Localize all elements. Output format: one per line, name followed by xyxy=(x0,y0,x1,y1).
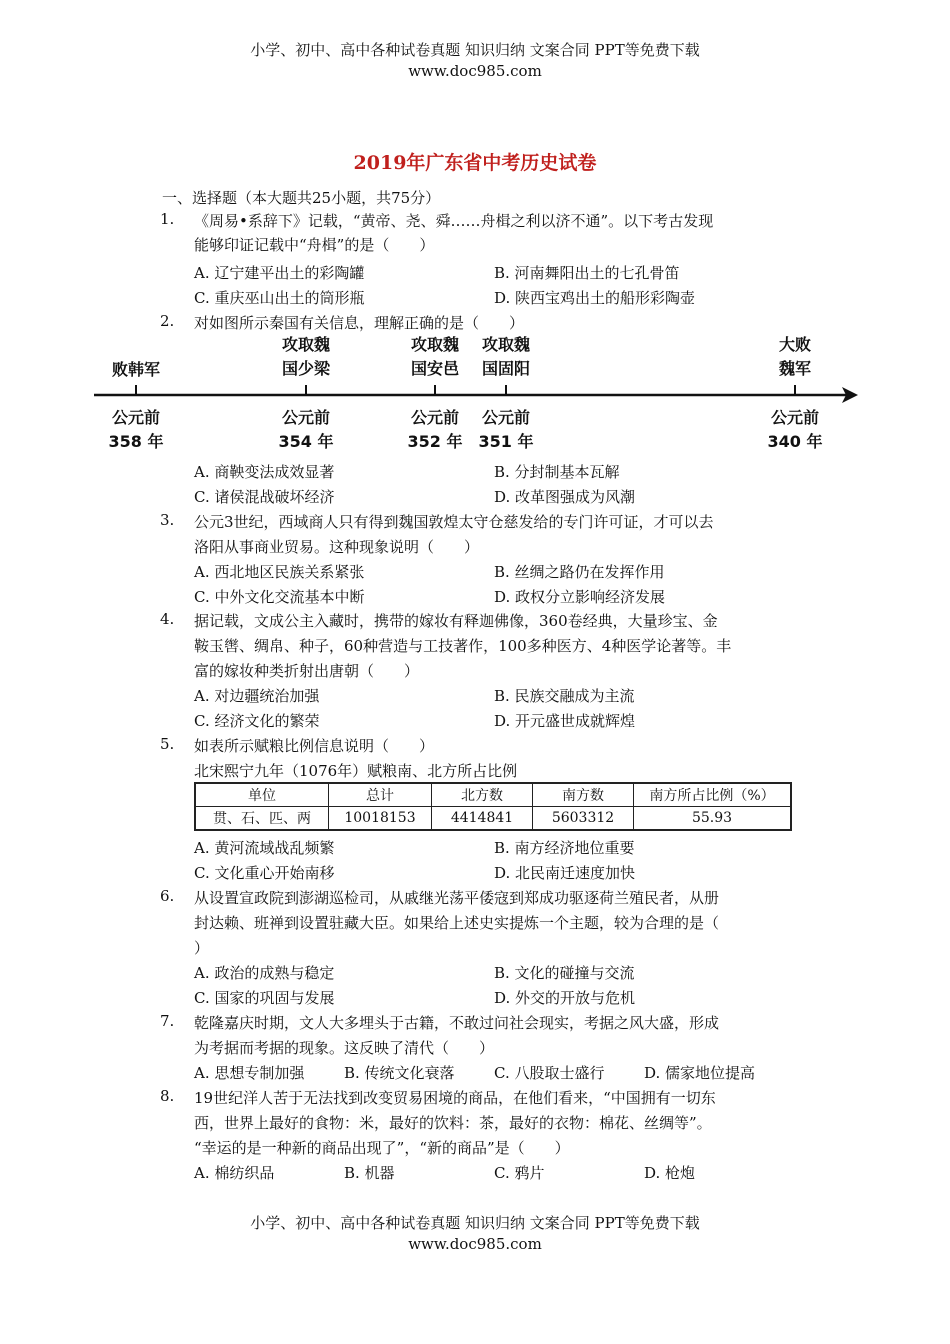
section-heading: 一、选择题（本大题共25小题，共75分） xyxy=(162,189,441,207)
question-text: 从设置宣政院到澎湖巡检司，从戚继光荡平倭寇到郑成功驱逐荷兰殖民者，从册 xyxy=(194,889,720,907)
question-text: 封达赖、班禅到设置驻藏大臣。如果给上述史实提炼一个主题，较为合理的是（ xyxy=(194,914,720,932)
option-c: C. 经济文化的繁荣 xyxy=(194,712,320,730)
table-caption: 北宋熙宁九年（1076年）赋粮南、北方所占比例 xyxy=(194,762,518,780)
option-a: A. 棉纺织品 xyxy=(194,1164,275,1182)
table-row xyxy=(195,807,791,831)
year-label: 354 年 xyxy=(278,432,334,451)
event-label: 攻取魏 国固阳 xyxy=(481,335,530,378)
year-label: 公元前 xyxy=(481,408,530,427)
option-c: C. 中外文化交流基本中断 xyxy=(194,588,365,606)
option-a: A. 西北地区民族关系紧张 xyxy=(194,563,365,581)
header-promo: 小学、初中、高中各种试卷真题 知识归纳 文案合同 PPT等免费下载 xyxy=(250,41,700,59)
table-cell: 10018153 xyxy=(329,807,432,831)
option-d: D. 北民南迁速度加快 xyxy=(494,864,636,882)
table-cell: 5603312 xyxy=(533,807,634,831)
table-header: 南方数 xyxy=(533,783,634,807)
option-c: C. 国家的巩固与发展 xyxy=(194,989,335,1007)
option-b: B. 河南舞阳出土的七孔骨笛 xyxy=(494,264,680,282)
question-number: 7. xyxy=(160,1012,175,1030)
option-c: C. 诸侯混战破坏经济 xyxy=(194,488,335,506)
option-b: B. 传统文化衰落 xyxy=(344,1064,455,1082)
timeline-axis xyxy=(0,0,950,470)
option-d: D. 改革图强成为风潮 xyxy=(494,488,636,506)
option-d: D. 开元盛世成就辉煌 xyxy=(494,712,636,730)
option-a: A. 黄河流域战乱频繁 xyxy=(194,839,335,857)
option-a: A. 思想专制加强 xyxy=(194,1064,305,1082)
question-text: 19世纪洋人苦于无法找到改变贸易困境的商品，在他们看来，“中国拥有一切东 xyxy=(194,1089,716,1107)
year-label: 公元前 xyxy=(410,408,459,427)
page-title: 2019年广东省中考历史试卷 xyxy=(353,152,597,174)
table-header: 北方数 xyxy=(432,783,533,807)
option-d: D. 政权分立影响经济发展 xyxy=(494,588,666,606)
table-header: 南方所占比例（%） xyxy=(634,783,792,807)
option-a: A. 商鞅变法成效显著 xyxy=(194,463,335,481)
option-a: A. 政治的成熟与稳定 xyxy=(194,964,335,982)
question-text: 据记载，文成公主入藏时，携带的嫁妆有释迦佛像，360卷经典，大量珍宝、金 xyxy=(194,612,718,630)
event-label: 攻取魏 国少梁 xyxy=(281,335,330,378)
question-text: ） xyxy=(194,939,210,957)
question-number: 4. xyxy=(160,610,175,628)
option-b: B. 文化的碰撞与交流 xyxy=(494,964,635,982)
year-label: 358 年 xyxy=(108,432,164,451)
table-cell: 4414841 xyxy=(432,807,533,831)
event-label: 大败 魏军 xyxy=(778,335,811,378)
option-b: B. 分封制基本瓦解 xyxy=(494,463,620,481)
option-a: A. 对边疆统治加强 xyxy=(194,687,320,705)
year-label: 公元前 xyxy=(281,408,330,427)
event-label: 败韩军 xyxy=(111,360,160,379)
question-text: “幸运的是一种新的商品出现了”，“新的商品”是（ ） xyxy=(194,1139,570,1157)
question-number: 2. xyxy=(160,312,175,330)
table-cell: 55.93 xyxy=(634,807,792,831)
question-text: 鞍玉辔、绸帛、种子，60种营造与工技著作，100多种医方、4种医学论著等。丰 xyxy=(194,637,732,655)
footer-promo: 小学、初中、高中各种试卷真题 知识归纳 文案合同 PPT等免费下载 xyxy=(250,1214,700,1232)
option-c: C. 鸦片 xyxy=(494,1164,545,1182)
question-text: 能够印证记载中“舟楫”的是（ ） xyxy=(194,236,435,254)
question-number: 3. xyxy=(160,511,175,529)
option-b: B. 民族交融成为主流 xyxy=(494,687,635,705)
option-c: C. 重庆巫山出土的筒形瓶 xyxy=(194,289,365,307)
option-d: D. 枪炮 xyxy=(644,1164,696,1182)
table-header-row xyxy=(195,783,791,807)
question-text: 富的嫁妆种类折射出唐朝（ ） xyxy=(194,662,420,680)
table-header: 单位 xyxy=(195,783,329,807)
option-c: C. 八股取士盛行 xyxy=(494,1064,605,1082)
question-text: 公元3世纪，西域商人只有得到魏国敦煌太守仓慈发给的专门许可证，才可以去 xyxy=(194,513,714,531)
year-label: 352 年 xyxy=(407,432,463,451)
year-label: 公元前 xyxy=(111,408,160,427)
table-cell: 贯、石、匹、两 xyxy=(195,807,329,831)
option-a: A. 辽宁建平出土的彩陶罐 xyxy=(194,264,365,282)
event-label: 攻取魏 国安邑 xyxy=(410,335,459,378)
table-header: 总计 xyxy=(329,783,432,807)
question-number: 5. xyxy=(160,735,175,753)
question-number: 1. xyxy=(160,210,175,228)
year-label: 351 年 xyxy=(478,432,534,451)
option-b: B. 丝绸之路仍在发挥作用 xyxy=(494,563,665,581)
year-label: 公元前 xyxy=(770,408,819,427)
question-text: 如表所示赋粮比例信息说明（ ） xyxy=(194,737,435,755)
option-d: D. 儒家地位提高 xyxy=(644,1064,756,1082)
question-text: 为考据而考据的现象。这反映了清代（ ） xyxy=(194,1039,495,1057)
option-d: D. 陕西宝鸡出土的船形彩陶壶 xyxy=(494,289,696,307)
option-d: D. 外交的开放与危机 xyxy=(494,989,636,1007)
option-b: B. 南方经济地位重要 xyxy=(494,839,635,857)
option-c: C. 文化重心开始南移 xyxy=(194,864,335,882)
grain-table xyxy=(194,782,792,831)
year-label: 340 年 xyxy=(767,432,823,451)
question-text: 乾隆嘉庆时期，文人大多埋头于古籍，不敢过问社会现实，考据之风大盛，形成 xyxy=(194,1014,720,1032)
question-text: 对如图所示秦国有关信息，理解正确的是（ ） xyxy=(194,314,525,332)
header-url: www.doc985.com xyxy=(408,62,542,80)
option-b: B. 机器 xyxy=(344,1164,395,1182)
question-number: 8. xyxy=(160,1087,175,1105)
question-text: 西，世界上最好的食物：米，最好的饮料：茶，最好的衣物：棉花、丝绸等”。 xyxy=(194,1114,712,1132)
question-text: 洛阳从事商业贸易。这种现象说明（ ） xyxy=(194,538,480,556)
question-number: 6. xyxy=(160,887,175,905)
footer-url: www.doc985.com xyxy=(408,1235,542,1253)
question-text: 《周易•系辞下》记载，“黄帝、尧、舜……舟楫之利以济不通”。以下考古发现 xyxy=(194,212,714,230)
